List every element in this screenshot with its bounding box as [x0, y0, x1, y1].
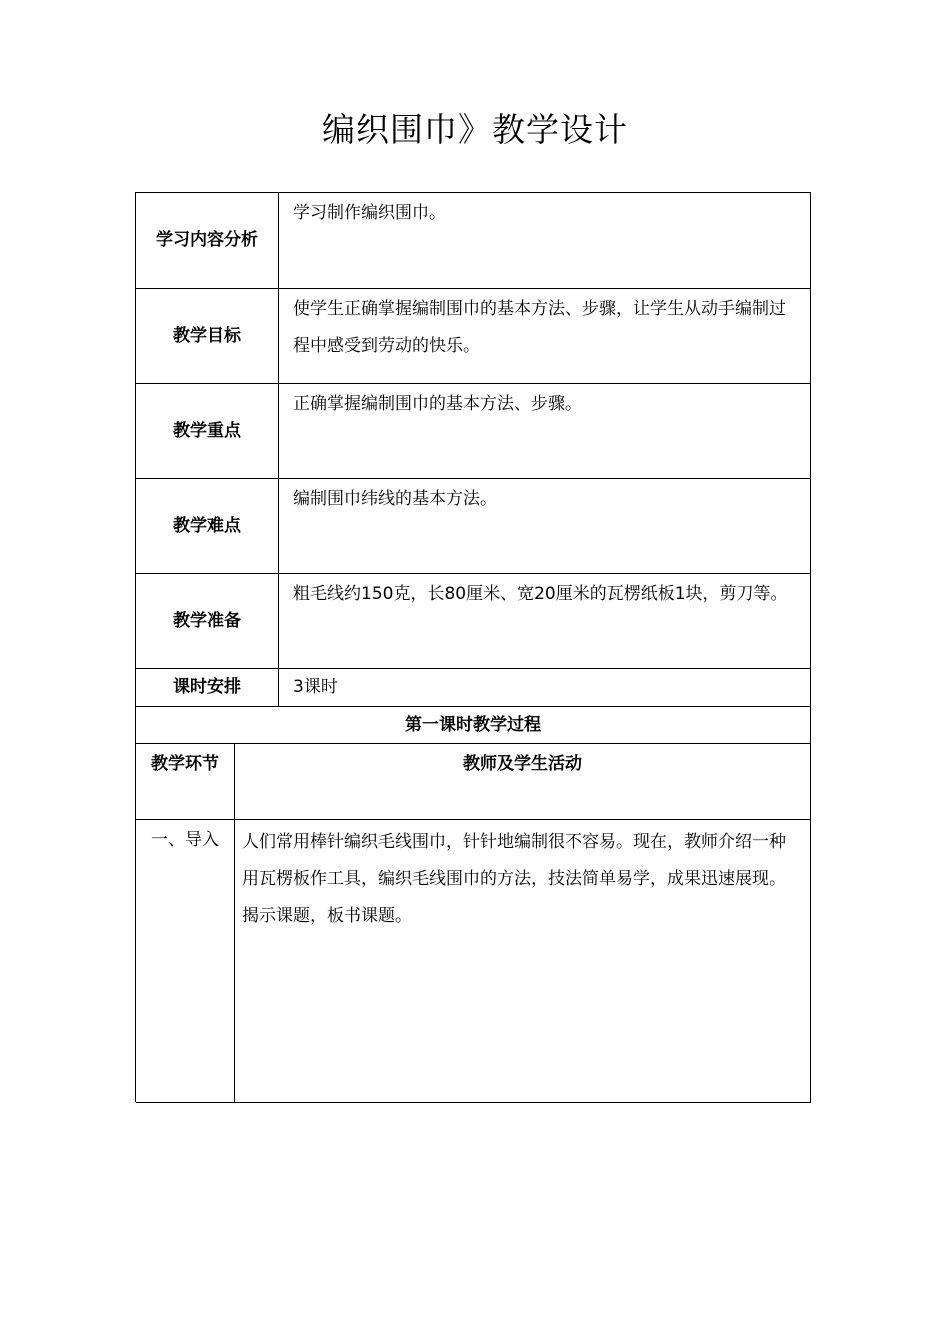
- row-label-difficulties: 教学难点: [136, 479, 279, 574]
- activity-paragraph: 揭示课题，板书课题。: [242, 906, 412, 926]
- row-label-preparation: 教学准备: [136, 574, 279, 669]
- lesson-heading: 第一课时教学过程: [136, 707, 811, 744]
- row-value-objectives: 使学生正确掌握编制围巾的基本方法、步骤，让学生从动手编制过程中感受到劳动的快乐。: [279, 289, 811, 384]
- row-value-schedule: 3课时: [279, 669, 811, 707]
- activity-introduction: [235, 820, 811, 1103]
- stage-introduction: 一、导入: [136, 820, 235, 1103]
- row-value-key-points: 正确掌握编制围巾的基本方法、步骤。: [279, 384, 811, 479]
- row-label-key-points: 教学重点: [136, 384, 279, 479]
- row-value-preparation: 粗毛线约150克，长80厘米、宽20厘米的瓦楞纸板1块，剪刀等。: [279, 574, 811, 669]
- row-label-objectives: 教学目标: [136, 289, 279, 384]
- document-title: 编织围巾》教学设计: [322, 110, 628, 149]
- column-header-activity: 教师及学生活动: [235, 744, 811, 820]
- activity-paragraph: 人们常用棒针编织毛线围巾，针针地编制很不容易。现在，教师介绍一种用瓦楞板作工具，编织毛线围巾的方法，技法简单易学，成果迅速展现。: [242, 832, 786, 889]
- row-label-content-analysis: 学习内容分析: [136, 193, 279, 289]
- row-value-content-analysis: 学习制作编织围巾。: [279, 193, 811, 289]
- row-label-schedule: 课时安排: [136, 669, 279, 707]
- lesson-plan-table: [135, 192, 811, 1102]
- column-header-stage: 教学环节: [136, 744, 235, 820]
- row-value-difficulties: 编制围巾纬线的基本方法。: [279, 479, 811, 574]
